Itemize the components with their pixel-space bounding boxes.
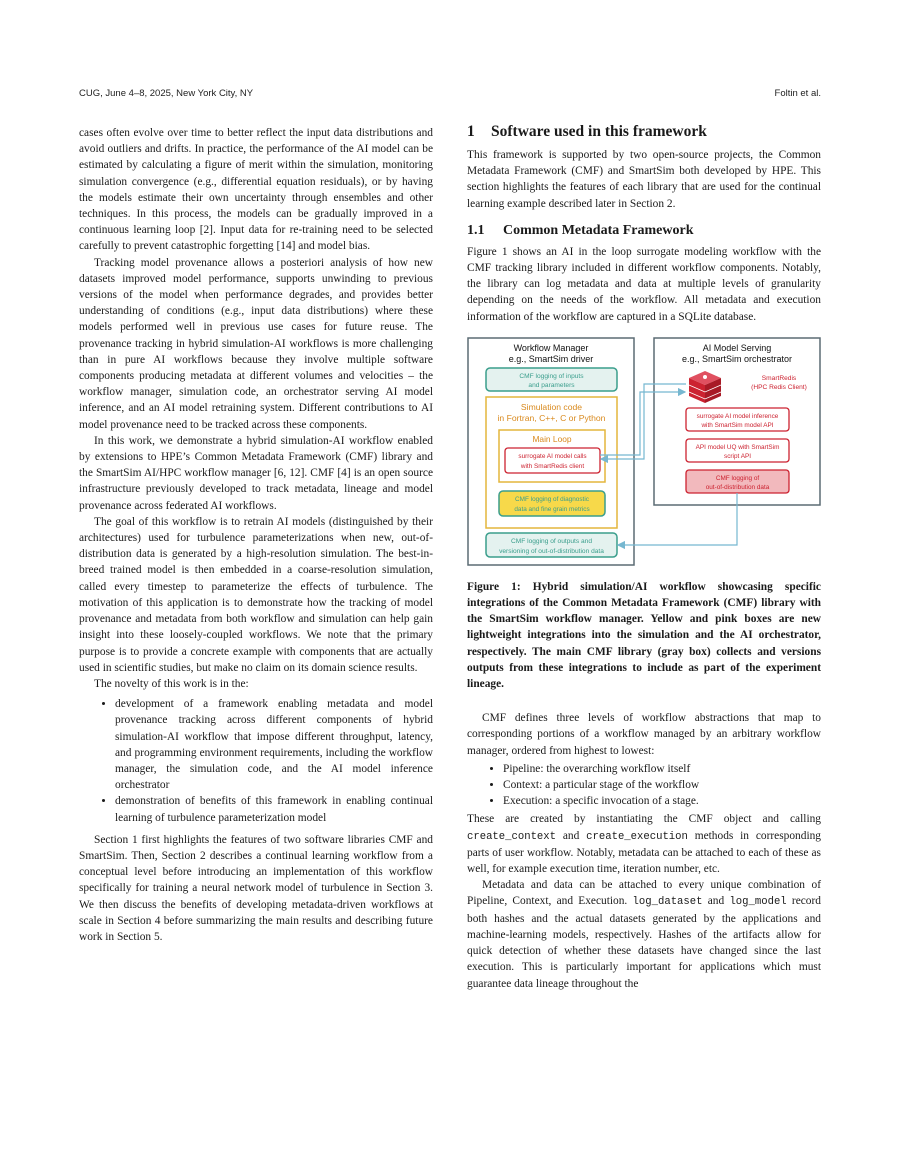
redis-cube-icon: [689, 371, 721, 403]
sim-title-line2: in Fortran, C++, C or Python: [497, 412, 606, 423]
smartredis-line2: (HPC Redis Client): [751, 383, 807, 391]
text-span: methods in corresponding parts of user workflow. Notably, metadata can be attached to each of these as well, for example execution time, iteration number, etc.: [467, 829, 821, 876]
ai-subtitle: e.g., SmartSim orchestrator: [681, 353, 793, 364]
levels-list: [467, 761, 821, 810]
cmf-outputs-line2: versioning of out-of-distribution data: [499, 547, 604, 555]
paragraph: Tracking model provenance allows a posteriori analysis of how new datasets improved model performance, supports unwinding to previous versions of the model when performance degrades, and provides better understanding of conditions (e.g., input data distributions) where these models performed well in previous use cases for future reuse. The provenance tracking in hybrid simulation-AI workflows is more challenging than in pure AI workflows because they involve multiple software components producing metadata at different volumes and velocities – the workflow manager, simulation code, an orchestrator serving AI model inference, and an AI model retraining system. Different contributions to AI model provenance need to be tracked across these components.: [79, 256, 433, 431]
paragraph: cases often evolve over time to better reflect the input data distributions and avoid outliers and drifts. In practice, the performance of the AI model can be estimated by calculating a figure of merit within the simulation, monitoring simulation convergence (e.g., differential equation residuals), or by having the models estimate their own uncertainty through ensembles and other techniques. In this process, the models can be gradually improved in a continuous learning loop [2]. Input data for re-training need to be selected carefully to prevent catastrophic forgetting [14] and model bias.: [79, 127, 433, 253]
cmf-inputs-line2: and parameters: [528, 381, 575, 389]
list-item: • development of a framework enabling metadata and model provenance tracking across different components of hybrid simulation-AI workflow that impose different throughput, latency, and programming environment requirements, including the workflow manager, the simulation code, and the AI model inference orchestrator: [115, 696, 433, 793]
figure-1-diagram: [467, 337, 821, 569]
left-column: [79, 125, 433, 945]
sim-title-line1: Simulation code: [520, 401, 583, 412]
paragraph: Figure 1 shows an AI in the loop surrogate modeling workflow with the CMF tracking library included in different workflow components. Notably, the library can log metadata and data at multiple levels of granularity depending on the needs of the workflow. All metadata and execution information of the workflow are captured in a SQLite database.: [467, 245, 821, 323]
figure-caption: Figure 1: Hybrid simulation/AI workflow showcasing specific integrations of the Common Metadata Framework (CMF) library with the SmartSim workflow manager. Yellow and pink boxes are new lightweight integrations into the simulation and the AI orchestrator, respectively. The main CMF library (gray box) collects and versions outputs from these integrations to include as part of the experiment lineage.: [467, 580, 821, 691]
text-span: and: [562, 829, 580, 842]
arrow-redis-to-calls: [601, 384, 686, 459]
ood-line2: out-of-distribution data: [705, 483, 770, 491]
wm-title: Workflow Manager: [513, 342, 589, 353]
list-item: • Pipeline: the overarching workflow itself: [503, 761, 821, 777]
code-create-execution: create_execution: [586, 830, 688, 843]
header-venue: CUG, June 4–8, 2025, New York City, NY: [79, 88, 254, 99]
paragraph: CMF defines three levels of workflow abstractions that map to corresponding portions of a workflow managed by an arbitrary workflow manager, ordered from highest to lowest:: [467, 712, 821, 757]
list-item: • demonstration of benefits of this framework in enabling continual learning of turbulence parameterization model: [115, 793, 433, 825]
text-span: record both hashes and the actual datasets generated by the applications and machine-learning models, respectively. Hashes of the artifacts allow for quick detection of whether these datasets have changed since the last execution. This is particularly important for applications which must guarantee data lineage throughout the: [467, 895, 821, 990]
arrow-calls-to-redis: [600, 392, 685, 455]
code-create-context: create_context: [467, 830, 557, 843]
arrow-ood-to-outputs: [618, 493, 737, 545]
text-span: Metadata and data can be attached to every unique combination of Pipeline, Context, and Execution.: [467, 879, 821, 908]
right-column: [467, 122, 821, 992]
ood-line1: CMF logging of: [715, 474, 760, 482]
surrogate-calls-line2: with SmartRedis client: [520, 462, 585, 470]
paragraph: [467, 811, 821, 877]
subsection-heading: [467, 222, 821, 240]
ai-title: AI Model Serving: [702, 342, 772, 353]
paragraph: The goal of this workflow is to retrain AI models (distinguished by their architectures) used for turbulence parameterizations when new, out-of-distribution data is generated by a high-resolution simulation. The best-in-breed trained model is then embedded in a coarse-resolution simulation, called every timestep to parameterize the effects of turbulence. The motivation of this application is to demonstrate how the tracking of model provenance and metadata from both workflow and simulation can help gain insight into these loosely-coupled workflows. We note that the primary purpose is to provide a concrete example with components that are actually used in scientific studies, but make no claim on its domain science results.: [79, 515, 433, 674]
inference-line2: with SmartSim model API: [701, 421, 774, 429]
surrogate-calls-line1: surrogate AI model calls: [518, 452, 587, 460]
text-span: and: [707, 895, 725, 908]
code-log-dataset: log_dataset: [632, 896, 703, 909]
uq-line1: API model UQ with SmartSim: [695, 443, 780, 451]
paragraph: This framework is supported by two open-source projects, the Common Metadata Framework (CMF) and SmartSim both developed by HPE. This section highlights the features of each library that are used for the continual learning example described later in Section 2.: [467, 149, 821, 210]
section-heading: [467, 122, 821, 142]
paragraph: [467, 877, 821, 991]
section-number: 1: [467, 123, 475, 140]
list-item: • Context: a particular stage of the workflow: [503, 777, 821, 793]
cmf-diag-line1: CMF logging of diagnostic: [515, 495, 589, 503]
workflow-diagram: [467, 337, 821, 569]
main-loop-label: Main Loop: [532, 433, 572, 444]
section-title: Software used in this framework: [491, 123, 707, 140]
header-authors: Foltin et al.: [774, 88, 821, 99]
smartredis-line1: SmartRedis: [761, 374, 797, 382]
novelty-list: [79, 696, 433, 826]
subsection-title: Common Metadata Framework: [503, 222, 694, 238]
code-log-model: log_model: [729, 896, 787, 909]
cmf-diag-line2: data and fine grain metrics: [514, 505, 590, 513]
wm-subtitle: e.g., SmartSim driver: [508, 353, 594, 364]
list-item: • Execution: a specific invocation of a stage.: [503, 793, 821, 809]
paragraph: The novelty of this work is in the:: [94, 677, 249, 690]
inference-line1: surrogate AI model inference: [696, 412, 779, 420]
paragraph: Section 1 first highlights the features of two software libraries CMF and SmartSim. Then, Section 2 describes a continual learning workflow from a conceptual level before introducing an implementation of this workflow specifically for training a neural network model of turbulence in Section 3. We then discuss the benefits of developing metadata-driven workflows at scale in Section 4 before summarizing the main results and describing future work in Section 5.: [79, 833, 433, 943]
cmf-inputs-line1: CMF logging of inputs: [519, 372, 584, 380]
subsection-number: 1.1: [467, 222, 485, 238]
text-span: These are created by instantiating the CMF object and calling: [467, 813, 821, 826]
uq-line2: script API: [724, 452, 751, 460]
cmf-outputs-line1: CMF logging of outputs and: [510, 537, 593, 545]
paragraph: In this work, we demonstrate a hybrid simulation-AI workflow enabled by extensions to HPE’s Common Metadata Framework (CMF) library and the SmartSim AI/HPC workflow manager [6, 12]. CMF [4] is an open source infrastructure previously developed to track metadata, lineage and model provenance across federated AI workflows.: [79, 434, 433, 512]
